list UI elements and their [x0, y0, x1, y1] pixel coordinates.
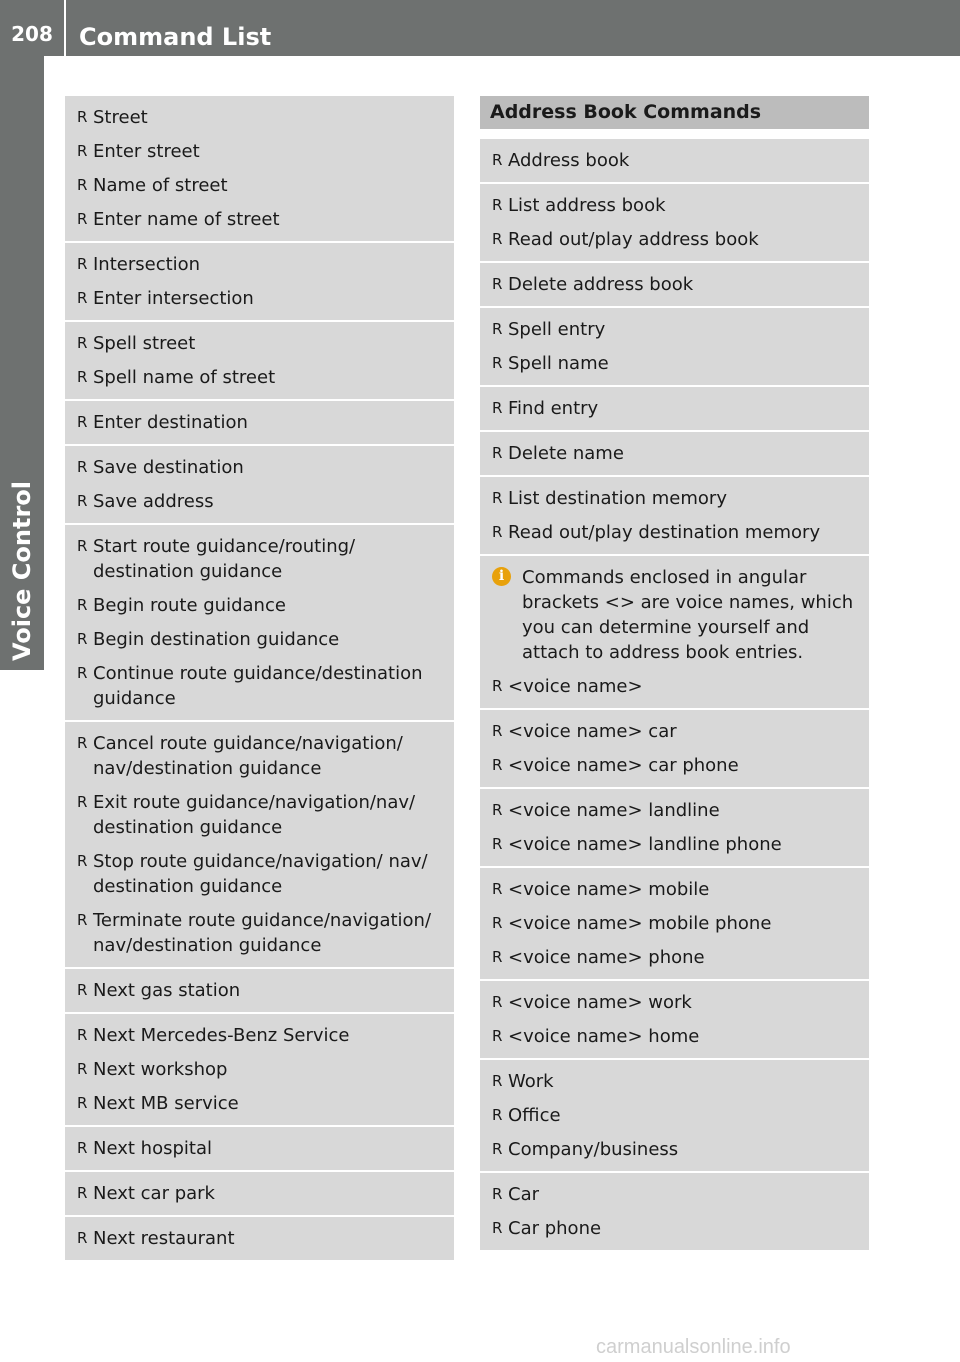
command-block	[65, 722, 454, 967]
bullet-icon: R	[77, 1094, 88, 1112]
command-text: Office	[508, 1105, 561, 1126]
command-item	[492, 753, 857, 778]
command-block	[480, 477, 869, 554]
right-command-column	[480, 96, 869, 1252]
command-block	[480, 184, 869, 261]
command-text: Company/business	[508, 1139, 679, 1160]
command-block	[480, 556, 869, 708]
command-text: Delete name	[508, 443, 624, 464]
command-item	[77, 849, 442, 899]
command-block	[480, 1060, 869, 1171]
command-item	[77, 1226, 442, 1251]
command-item	[77, 331, 442, 356]
command-block	[480, 263, 869, 306]
bullet-icon: R	[492, 948, 503, 966]
command-block	[480, 710, 869, 787]
bullet-icon: R	[77, 1026, 88, 1044]
command-item	[492, 351, 857, 376]
command-text: <voice name> landline phone	[508, 834, 782, 855]
command-block	[65, 322, 454, 399]
bullet-icon: R	[77, 142, 88, 160]
command-block	[65, 401, 454, 444]
page-number: 208	[11, 22, 53, 46]
command-item	[77, 908, 442, 958]
command-item	[492, 1069, 857, 1094]
command-text: Next restaurant	[93, 1228, 235, 1249]
command-item	[492, 317, 857, 342]
command-block	[65, 1014, 454, 1125]
bullet-icon: R	[492, 1027, 503, 1045]
command-item	[492, 832, 857, 857]
command-block	[480, 868, 869, 979]
command-text: Next MB service	[93, 1093, 239, 1114]
command-text: Read out/play address book	[508, 229, 759, 250]
section-title: Command List	[79, 23, 272, 51]
command-item	[77, 1091, 442, 1116]
command-text: Save destination	[93, 457, 244, 478]
bullet-icon: R	[77, 852, 88, 870]
bullet-icon: R	[77, 537, 88, 555]
command-text: <voice name> mobile phone	[508, 913, 772, 934]
bullet-icon: R	[492, 880, 503, 898]
bullet-icon: R	[492, 275, 503, 293]
command-text: Spell name of street	[93, 367, 276, 388]
command-text: Start route guidance/routing/ destination guidance	[93, 536, 356, 582]
command-item	[492, 990, 857, 1015]
bullet-icon: R	[77, 289, 88, 307]
command-block	[480, 981, 869, 1058]
command-item	[492, 911, 857, 936]
command-text: Next Mercedes-Benz Service	[93, 1025, 350, 1046]
info-note	[492, 565, 857, 665]
command-item	[77, 1136, 442, 1161]
command-block	[65, 96, 454, 241]
bullet-icon: R	[77, 734, 88, 752]
header-divider	[64, 0, 66, 56]
command-item	[492, 1024, 857, 1049]
command-text: Exit route guidance/navigation/nav/ destination guidance	[93, 792, 416, 838]
command-item	[492, 1216, 857, 1241]
command-item	[492, 945, 857, 970]
command-text: <voice name> car phone	[508, 755, 739, 776]
command-text: Begin destination guidance	[93, 629, 340, 650]
command-item	[492, 227, 857, 252]
command-item	[77, 286, 442, 311]
command-item	[77, 105, 442, 130]
command-text: <voice name> home	[508, 1026, 700, 1047]
command-block	[480, 139, 869, 182]
command-item	[77, 139, 442, 164]
bullet-icon: R	[492, 1140, 503, 1158]
command-item	[77, 410, 442, 435]
left-command-column	[65, 96, 454, 1262]
bullet-icon: R	[77, 334, 88, 352]
bullet-icon: R	[492, 354, 503, 372]
command-text: Spell entry	[508, 319, 606, 340]
bullet-icon: R	[492, 489, 503, 507]
bullet-icon: R	[77, 413, 88, 431]
command-text: Terminate route guidance/navigation/ nav/destination guidance	[93, 910, 432, 956]
command-text: List destination memory	[508, 488, 727, 509]
command-text: Intersection	[93, 254, 201, 275]
bullet-icon: R	[492, 1072, 503, 1090]
command-item	[492, 719, 857, 744]
command-block	[65, 969, 454, 1012]
bullet-icon: R	[77, 210, 88, 228]
command-item	[492, 193, 857, 218]
bullet-icon: R	[492, 1185, 503, 1203]
bullet-icon: R	[77, 108, 88, 126]
command-item	[492, 520, 857, 545]
bullet-icon: R	[77, 1229, 88, 1247]
address-book-heading: Address Book Commands	[480, 96, 869, 129]
command-text: Work	[508, 1071, 554, 1092]
command-item	[492, 486, 857, 511]
command-block	[480, 1173, 869, 1250]
bullet-icon: R	[492, 801, 503, 819]
bullet-icon: R	[492, 230, 503, 248]
page-header	[0, 0, 960, 56]
bullet-icon: R	[492, 722, 503, 740]
bullet-icon: R	[77, 664, 88, 682]
bullet-icon: R	[492, 196, 503, 214]
command-item	[77, 455, 442, 480]
command-item	[77, 661, 442, 711]
command-text: Enter intersection	[93, 288, 254, 309]
bullet-icon: R	[492, 444, 503, 462]
info-note-text: Commands enclosed in angular brackets <> are voice names, which you can determine yourself and attach to address book entries.	[522, 567, 854, 663]
footer-watermark: carmanualsonline.info	[596, 1336, 791, 1358]
side-tab	[0, 56, 44, 670]
bullet-icon: R	[492, 756, 503, 774]
bullet-icon: R	[492, 914, 503, 932]
bullet-icon: R	[492, 320, 503, 338]
command-item	[492, 798, 857, 823]
command-text: Begin route guidance	[93, 595, 286, 616]
bullet-icon: R	[77, 458, 88, 476]
bullet-icon: R	[492, 399, 503, 417]
command-block	[480, 308, 869, 385]
command-text: Save address	[93, 491, 214, 512]
bullet-icon: R	[77, 911, 88, 929]
command-block	[65, 243, 454, 320]
command-text: <voice name> car	[508, 721, 677, 742]
command-item	[77, 173, 442, 198]
command-text: Stop route guidance/navigation/ nav/ destination guidance	[93, 851, 428, 897]
command-text: Next hospital	[93, 1138, 212, 1159]
info-icon: i	[492, 567, 511, 586]
command-block	[65, 1217, 454, 1260]
bullet-icon: R	[77, 1060, 88, 1078]
command-text: Spell name	[508, 353, 609, 374]
command-text: Cancel route guidance/navigation/ nav/destination guidance	[93, 733, 403, 779]
command-text: Address book	[508, 150, 630, 171]
command-text: <voice name>	[508, 676, 643, 697]
command-item	[77, 252, 442, 277]
command-block	[65, 446, 454, 523]
command-item	[492, 1182, 857, 1207]
command-text: Enter name of street	[93, 209, 280, 230]
command-item	[492, 674, 857, 699]
bullet-icon: R	[492, 993, 503, 1011]
bullet-icon: R	[492, 677, 503, 695]
command-item	[77, 489, 442, 514]
command-item	[77, 1181, 442, 1206]
command-text: Car phone	[508, 1218, 602, 1239]
bullet-icon: R	[77, 176, 88, 194]
bullet-icon: R	[77, 1139, 88, 1157]
command-text: Street	[93, 107, 148, 128]
command-item	[77, 207, 442, 232]
command-item	[77, 978, 442, 1003]
command-item	[77, 1023, 442, 1048]
bullet-icon: R	[77, 630, 88, 648]
bullet-icon: R	[492, 835, 503, 853]
command-block	[65, 1127, 454, 1170]
command-text: Name of street	[93, 175, 228, 196]
command-item	[77, 1057, 442, 1082]
bullet-icon: R	[77, 368, 88, 386]
bullet-icon: R	[492, 523, 503, 541]
bullet-icon: R	[492, 1106, 503, 1124]
command-text: Delete address book	[508, 274, 694, 295]
command-item	[77, 627, 442, 652]
command-text: Read out/play destination memory	[508, 522, 821, 543]
command-text: <voice name> landline	[508, 800, 720, 821]
side-tab-label: Voice Control	[8, 480, 36, 662]
command-item	[492, 1103, 857, 1128]
bullet-icon: R	[77, 255, 88, 273]
command-item	[492, 272, 857, 297]
command-text: Next workshop	[93, 1059, 228, 1080]
command-block	[480, 789, 869, 866]
command-item	[492, 148, 857, 173]
command-text: Find entry	[508, 398, 599, 419]
command-item	[77, 365, 442, 390]
bullet-icon: R	[77, 1184, 88, 1202]
command-block	[65, 525, 454, 720]
command-text: <voice name> phone	[508, 947, 705, 968]
command-text: Car	[508, 1184, 539, 1205]
command-block	[480, 432, 869, 475]
bullet-icon: R	[77, 492, 88, 510]
command-item	[77, 593, 442, 618]
bullet-icon: R	[492, 151, 503, 169]
command-text: Enter street	[93, 141, 200, 162]
command-text: <voice name> work	[508, 992, 692, 1013]
command-text: Next car park	[93, 1183, 215, 1204]
command-item	[77, 534, 442, 584]
command-text: Enter destination	[93, 412, 248, 433]
command-item	[77, 790, 442, 840]
command-item	[77, 731, 442, 781]
command-text: List address book	[508, 195, 666, 216]
command-block	[480, 387, 869, 430]
command-text: Continue route guidance/destination guidance	[93, 663, 423, 709]
command-text: Next gas station	[93, 980, 241, 1001]
bullet-icon: R	[77, 596, 88, 614]
bullet-icon: R	[77, 793, 88, 811]
command-item	[492, 396, 857, 421]
bullet-icon: R	[492, 1219, 503, 1237]
command-block	[65, 1172, 454, 1215]
command-text: Spell street	[93, 333, 196, 354]
command-item	[492, 1137, 857, 1162]
bullet-icon: R	[77, 981, 88, 999]
command-item	[492, 877, 857, 902]
command-text: <voice name> mobile	[508, 879, 710, 900]
command-item	[492, 441, 857, 466]
